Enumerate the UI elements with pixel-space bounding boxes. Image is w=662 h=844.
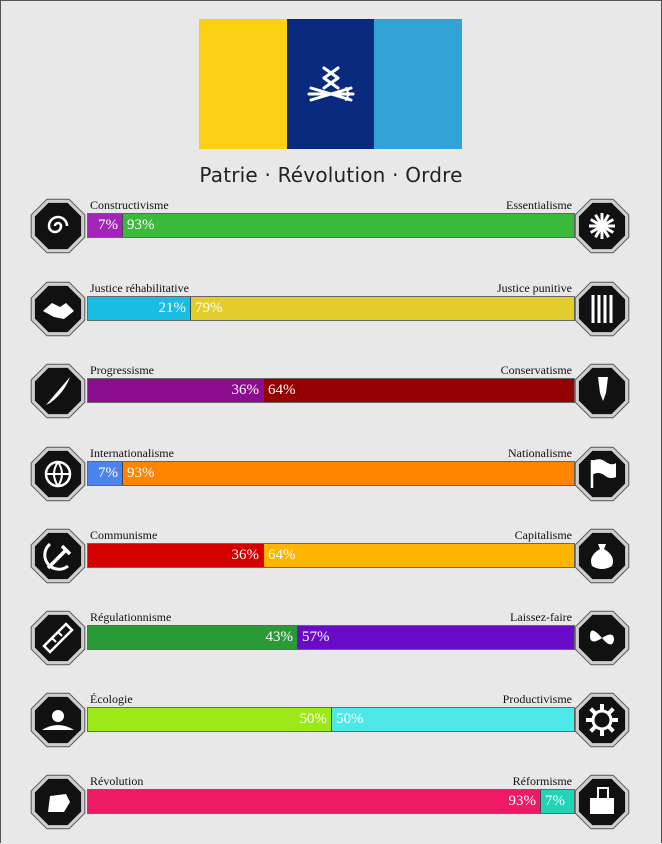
axis-left-percent: 7% (98, 465, 119, 481)
quill-icon (28, 361, 88, 421)
ballot-box-icon (572, 772, 632, 832)
axis-bar-right-segment (540, 790, 574, 813)
axis-row (0, 363, 662, 427)
axis-left-percent: 93% (508, 793, 536, 809)
money-bag-icon (572, 526, 632, 586)
spiral-icon (28, 196, 88, 256)
axis-left-percent: 43% (265, 629, 293, 645)
flag-stripe-left (199, 19, 287, 149)
axis-row (0, 610, 662, 674)
axis-right-percent: 50% (336, 711, 364, 727)
axis-right-percent: 64% (267, 382, 296, 398)
fist-icon (28, 772, 88, 832)
axis-left-label: Écologie (90, 692, 133, 706)
flower-icon (572, 196, 632, 256)
sun-landscape-icon (28, 690, 88, 750)
axis-bar (87, 707, 575, 732)
axis-bar-right-segment (263, 379, 574, 402)
axis-bar-left-segment (88, 626, 297, 649)
axis-bar-right-segment (263, 544, 574, 567)
flag (199, 19, 462, 149)
axis-bar (87, 625, 575, 650)
flag-stripe-middle (287, 19, 375, 149)
axis-right-percent: 57% (301, 629, 330, 645)
axis-right-label: Capitalisme (514, 528, 572, 542)
axis-row (0, 692, 662, 756)
axis-right-label: Conservatisme (500, 363, 572, 377)
axis-right-label: Productivisme (502, 692, 572, 706)
axis-left-label: Progressisme (90, 363, 154, 377)
globe-icon (28, 444, 88, 504)
axis-bar-left-segment (88, 379, 263, 402)
axis-left-percent: 7% (98, 217, 119, 233)
crossed-arrows-emblem-icon (301, 54, 361, 114)
axis-right-percent: 79% (195, 300, 223, 316)
axis-right-percent: 93% (127, 465, 155, 481)
axis-bar (87, 461, 575, 486)
axis-bar-right-segment (297, 626, 574, 649)
prison-bars-icon (572, 279, 632, 339)
axis-left-percent: 21% (158, 300, 187, 316)
axis-row (0, 281, 662, 345)
axis-right-label: Essentialisme (506, 198, 572, 212)
axis-right-percent: 64% (267, 547, 296, 563)
axis-bar-left-segment (88, 790, 540, 813)
gear-icon (572, 690, 632, 750)
axis-left-percent: 50% (299, 711, 327, 727)
axis-row (0, 528, 662, 592)
axis-left-label: Constructivisme (90, 198, 169, 212)
motto: Patrie · Révolution · Ordre (199, 163, 463, 187)
axis-right-label: Nationalisme (508, 446, 572, 460)
butterflies-icon (572, 608, 632, 668)
axis-bar-left-segment (88, 214, 122, 237)
axis-bar-left-segment (88, 297, 190, 320)
axis-bar (87, 213, 575, 238)
axis-left-label: Justice réhabilitative (90, 281, 189, 295)
axis-left-label: Internationalisme (90, 446, 174, 460)
axis-bar-left-segment (88, 544, 263, 567)
axis-bar-right-segment (122, 214, 574, 237)
axis-left-percent: 36% (231, 382, 259, 398)
axis-row (0, 774, 662, 838)
fountain-pen-icon (572, 361, 632, 421)
axis-right-label: Justice punitive (497, 281, 572, 295)
axis-left-label: Communisme (90, 528, 158, 542)
flag-stripe-right (374, 19, 462, 149)
axis-bar-right-segment (190, 297, 574, 320)
axis-right-label: Laissez-faire (510, 610, 572, 624)
axis-bar (87, 296, 575, 321)
axis-bar-right-segment (331, 708, 574, 731)
axis-right-percent: 7% (544, 793, 565, 809)
axis-row (0, 198, 662, 262)
axis-bar-left-segment (88, 462, 122, 485)
axis-bar (87, 543, 575, 568)
handshake-icon (28, 279, 88, 339)
waving-flag-icon (572, 444, 632, 504)
axis-bar (87, 378, 575, 403)
axis-bar (87, 789, 575, 814)
axis-bar-right-segment (122, 462, 574, 485)
hammer-sickle-icon (28, 526, 88, 586)
axis-right-percent: 93% (127, 217, 155, 233)
axis-left-label: Régulationnisme (90, 610, 172, 624)
axis-left-percent: 36% (231, 547, 259, 563)
axis-bar-left-segment (88, 708, 331, 731)
axis-left-label: Révolution (90, 774, 144, 788)
axis-right-label: Réformisme (512, 774, 572, 788)
axis-row (0, 446, 662, 510)
ruler-icon (28, 608, 88, 668)
